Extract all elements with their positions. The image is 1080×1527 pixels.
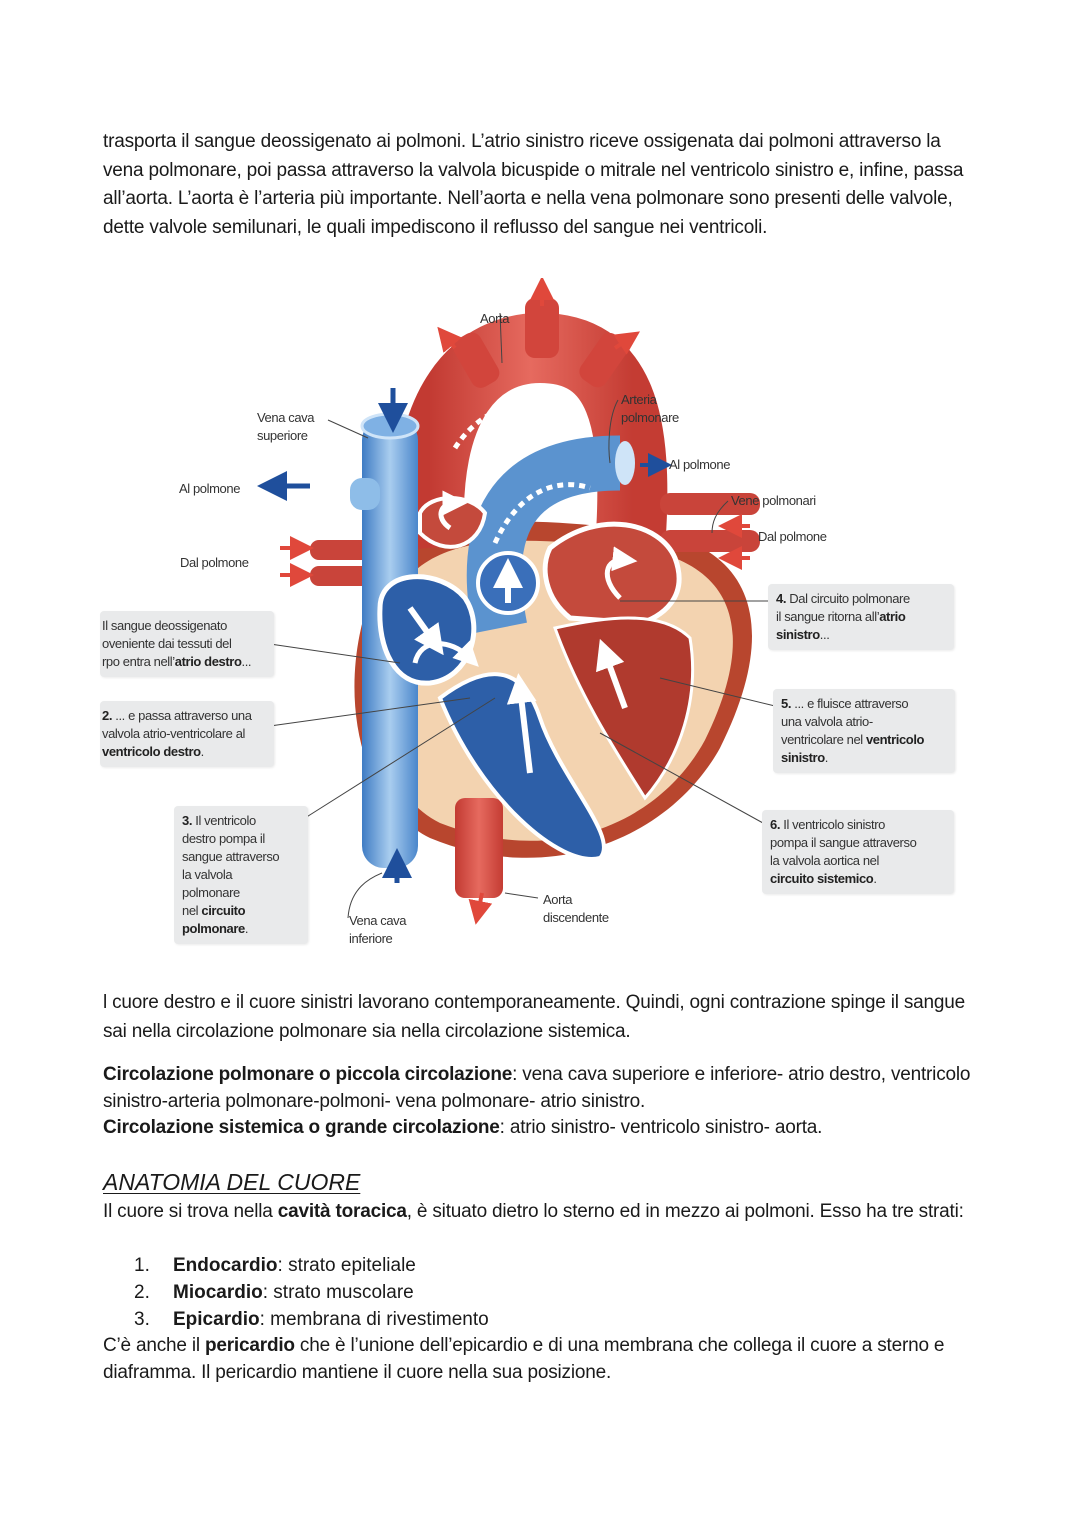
step-text: pompa il sangue attraverso (770, 835, 917, 850)
paragraph-anatomy-intro: Il cuore si trova nella cavità toracica, è situato dietro lo sterno ed in mezzo ai polmoni. Esso ha tre strati: (103, 1201, 964, 1222)
step-box-4 (768, 584, 954, 650)
step-text: Il sangue deossigenato (102, 618, 227, 633)
step-box-2 (100, 701, 274, 767)
step-text: 4. Dal circuito polmonare (776, 591, 910, 606)
definition: : vena cava superiore e inferiore- atrio destro, ventricolo sinistro-arteria polmonare-polmoni- vena polmonare- atrio sinistro. (103, 1064, 971, 1112)
label-al-polmone-left: Al polmone (179, 481, 241, 496)
list-item: 1. Endocardio: strato epiteliale (134, 1255, 416, 1276)
label-aorta-discendente (543, 891, 609, 927)
heart-layers-list (134, 1252, 489, 1333)
label-line: superiore (257, 428, 308, 443)
label-line: Vena cava (257, 410, 315, 425)
label-line: inferiore (349, 931, 393, 946)
step-text: 6. Il ventricolo sinistro (770, 817, 885, 832)
term: Circolazione sistemica o grande circolazione (103, 1117, 500, 1138)
step-box-5 (773, 689, 955, 773)
step-text: 3. Il ventricolo (182, 813, 256, 828)
step-text: nel circuito (182, 903, 246, 918)
step-text: valvola atrio-ventricolare al (102, 726, 246, 741)
paragraph-pericardium: C’è anche il pericardio che è l’unione dell’epicardio e di una membrana che collega il cuore a sterno e diaframma. Il pericardio mantiene il cuore nella sua posizione. (103, 1335, 945, 1383)
label-vena-cava-inferiore (349, 912, 406, 948)
heart-diagram (100, 278, 960, 958)
step-text: sangue attraverso (182, 849, 280, 864)
step-text: ventricolare nel ventricolo (781, 732, 925, 747)
label-aorta: Aorta (480, 311, 510, 326)
label-line: discendente (543, 910, 609, 925)
step-text: ventricolo destro. (102, 744, 204, 759)
step-text: sinistro... (776, 627, 830, 642)
step-text: destro pompa il (182, 831, 265, 846)
step-text: la valvola (182, 867, 233, 882)
pulmonary-circulation (103, 1062, 983, 1115)
label-dal-polmone-left: Dal polmone (180, 555, 249, 570)
step-text: polmonare (182, 885, 240, 900)
label-line: Vena cava (349, 913, 407, 928)
list-item: 2. Miocardio: strato muscolare (134, 1282, 414, 1303)
step-text: 5. ... e fluisce attraverso (781, 696, 909, 711)
label-vena-cava-superiore (257, 409, 314, 445)
label-line: Arteria (621, 392, 657, 407)
circulation-definitions (103, 1062, 983, 1142)
label-line: polmonare (621, 410, 679, 425)
step-text: 2. ... e passa attraverso una (102, 708, 252, 723)
step-box-3 (174, 806, 308, 944)
step-text: una valvola atrio- (781, 714, 873, 729)
step-text: polmonare. (182, 921, 249, 936)
step-text: oveniente dai tessuti del (102, 636, 232, 651)
label-al-polmone-right: Al polmone (669, 457, 731, 472)
step-text: il sangue ritorna all’atrio (776, 609, 906, 624)
definition: : atrio sinistro- ventricolo sinistro- aorta. (499, 1117, 823, 1138)
paragraph-simultaneous-work: l cuore destro e il cuore sinistri lavorano contemporaneamente. Quindi, ogni contrazione spinge il sangue sai nella circolazione polmonare sia nella circolazione sistemica. (103, 992, 965, 1042)
step-box-6 (762, 810, 954, 894)
label-dal-polmone-right: Dal polmone (758, 529, 827, 544)
list-item: 3. Epicardio: membrana di rivestimento (134, 1309, 489, 1330)
term: Circolazione polmonare o piccola circolazione (103, 1064, 513, 1085)
step-text: sinistro. (781, 750, 828, 765)
step-text: circuito sistemico. (770, 871, 877, 886)
systemic-circulation (103, 1115, 983, 1142)
label-vene-polmonari: Vene polmonari (731, 493, 816, 508)
step-text: rpo entra nell’atrio destro... (102, 654, 252, 669)
label-line: Aorta (543, 892, 573, 907)
section-heading: ANATOMIA DEL CUORE (103, 1169, 361, 1195)
paragraph-blood-flow: trasporta il sangue deossigenato ai polmoni. L’atrio sinistro riceve ossigenata dai polmoni attraverso la vena polmonare, poi passa attraverso la valvola bicuspide o mitrale nel ventricolo sinistro e, infine, passa all’aorta. L’aorta è l’arteria più importante. Nell’aorta e nella vena polmonare sono presenti delle valvole, dette valvole semilunari, le quali impediscono il reflusso del sangue nei ventricoli. (103, 131, 964, 238)
step-text: la valvola aortica nel (770, 853, 879, 868)
step-box-1 (100, 611, 274, 677)
label-arteria-polmonare (621, 391, 679, 427)
